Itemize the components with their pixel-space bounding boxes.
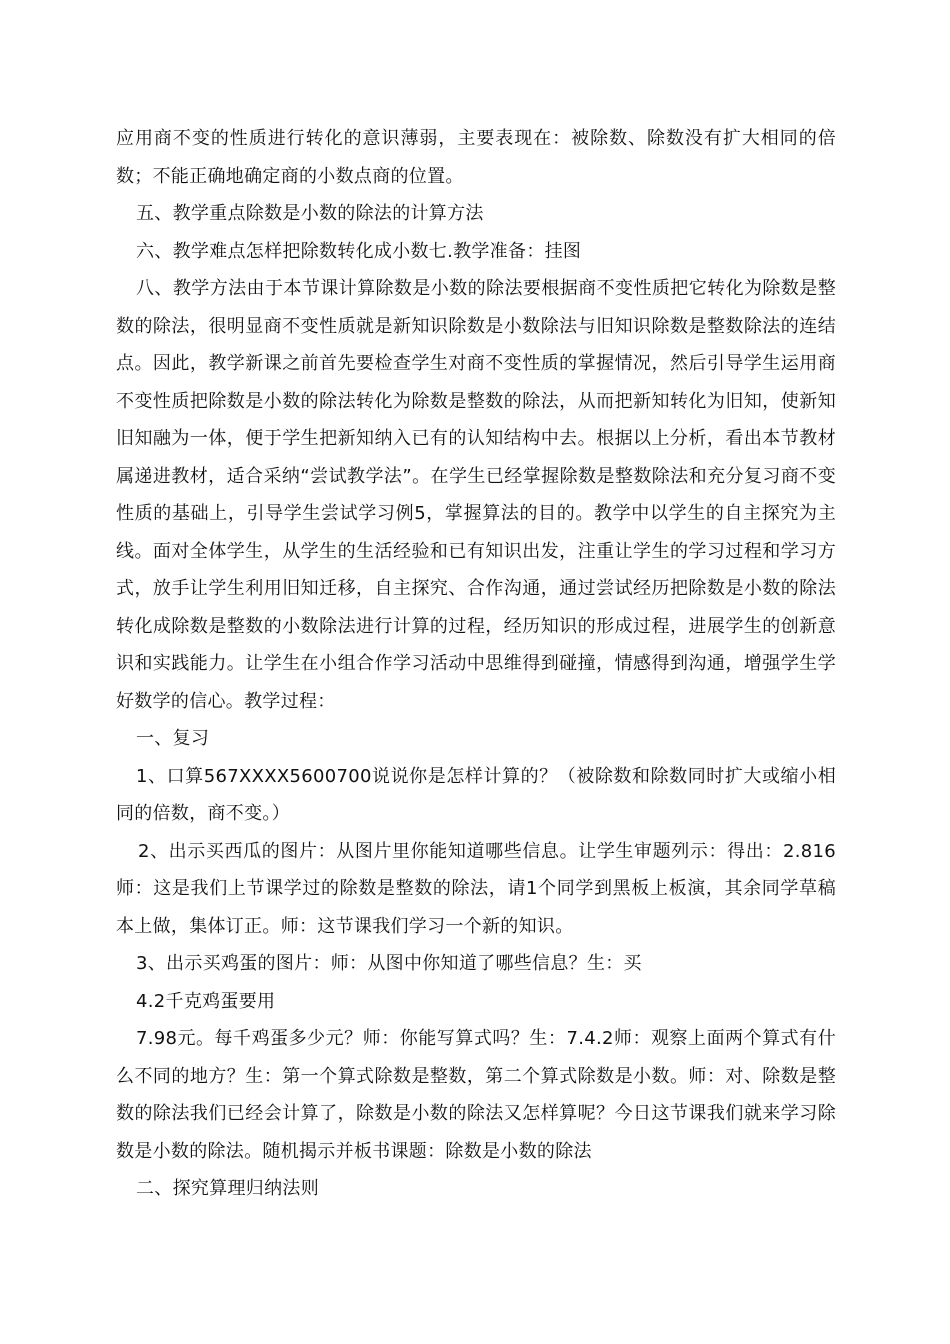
paragraph-key-point: 五、教学重点除数是小数的除法的计算方法 [136, 203, 484, 224]
paragraph-difficult-point: 六、教学难点怎样把除数转化成小数七.教学准备：挂图 [136, 240, 582, 262]
document-body [116, 120, 836, 1208]
paragraph-review-1: 1、口算567XXXX5600700说说你是怎样计算的？（被除数和除数同时扩大或缩小相同的倍数，商不变。） [116, 765, 836, 824]
heading-explore: 二、探究算理归纳法则 [136, 1178, 319, 1199]
paragraph-learning-difficulty: 应用商不变的性质进行转化的意识薄弱，主要表现在：被除数、除数没有扩大相同的倍数；不能正确地确定商的小数点商的位置。 [116, 128, 836, 187]
heading-review: 一、复习 [136, 728, 210, 749]
paragraph-review-2: 2、出示买西瓜的图片：从图片里你能知道哪些信息。让学生审题列示：得出：2.816师：这是我们上节课学过的除数是整数的除法，请1个同学到黑板上板演，其余同学草稿本上做，集体订正。师：这节课我们学习一个新的知识。 [116, 840, 836, 937]
paragraph-review-3: 3、出示买鸡蛋的图片：师：从图中你知道了哪些信息？生：买 [136, 953, 642, 974]
paragraph-egg-weight: 4.2千克鸡蛋要用 [136, 990, 276, 1012]
paragraph-teaching-method: 八、教学方法由于本节课计算除数是小数的除法要根据商不变性质把它转化为除数是整数的除法，很明显商不变性质就是新知识除数是小数除法与旧知识除数是整数除法的连结点。因此，教学新课之前首先要检查学生对商不变性质的掌握情况，然后引导学生运用商不变性质把除数是小数的除法转化为除数是整数的除法，从而把新知转化为旧知，使新知旧知融为一体，便于学生把新知纳入已有的认知结构中去。根据以上分析，看出本节教材属递进教材，适合采纳“尝试教学法”。在学生已经掌握除数是整数除法和充分复习商不变性质的基础上，引导学生尝试学习例5，掌握算法的目的。教学中以学生的自主探究为主线。面对全体学生，从学生的生活经验和已有知识出发，注重让学生的学习过程和学习方式，放手让学生利用旧知迁移，自主探究、合作沟通，通过尝试经历把除数是小数的除法转化成除数是整数的小数除法进行计算的过程，经历知识的形成过程，进展学生的创新意识和实践能力。让学生在小组合作学习活动中思维得到碰撞，情感得到沟通，增强学生学好数学的信心。教学过程： [116, 278, 836, 712]
paragraph-egg-price: 7.98元。每千鸡蛋多少元？师：你能写算式吗？生：7.4.2师：观察上面两个算式有什么不同的地方？生：第一个算式除数是整数，第二个算式除数是小数。师：对、除数是整数的除法我们已经会计算了，除数是小数的除法又怎样算呢？今日这节课我们就来学习除数是小数的除法。随机揭示并板书课题：除数是小数的除法 [116, 1028, 836, 1162]
